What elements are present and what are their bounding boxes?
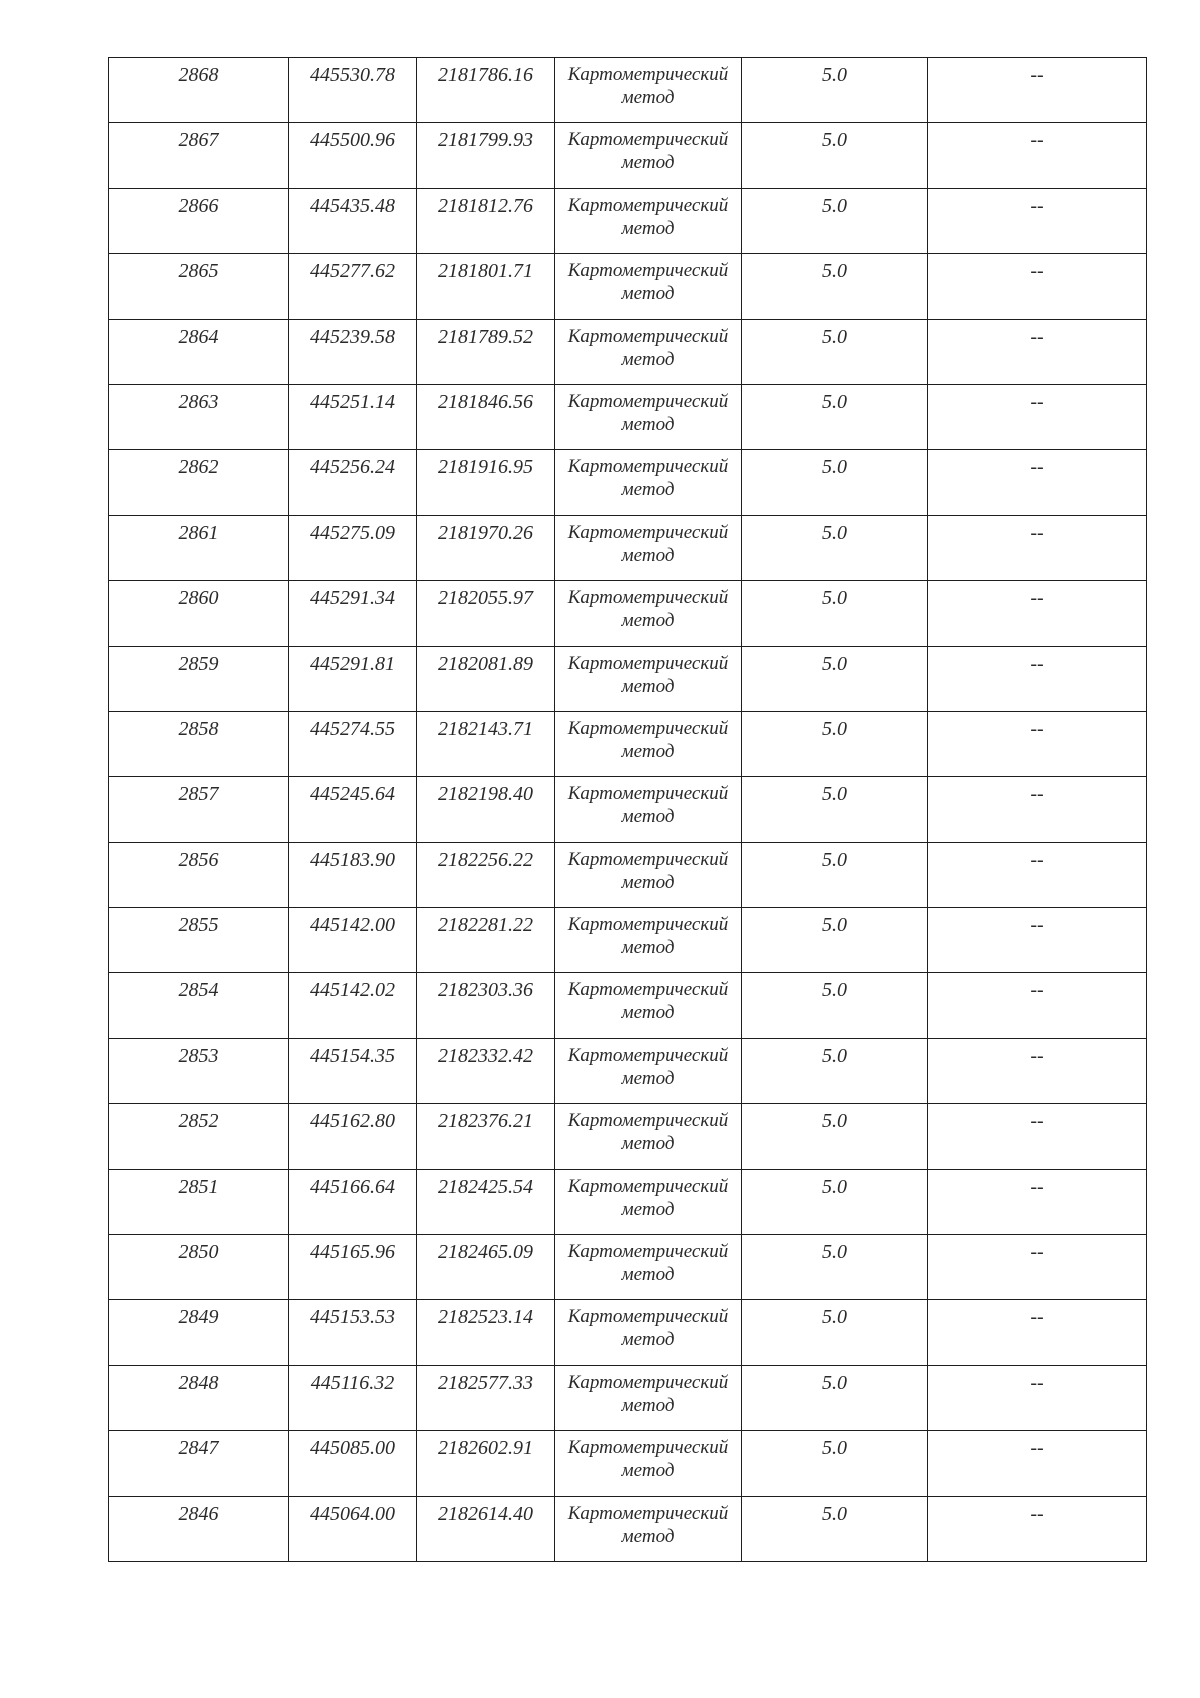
description-cell: -- xyxy=(928,319,1147,384)
point-number-cell: 2868 xyxy=(109,58,289,123)
method-line-1: Картометрический xyxy=(567,1371,729,1393)
point-number-cell: 2859 xyxy=(109,646,289,711)
point-number-cell: 2863 xyxy=(109,384,289,449)
method-line-2: метод xyxy=(621,1133,675,1155)
method-line-1: Картометрический xyxy=(567,64,729,85)
y-coordinate-cell: 2182523.14 xyxy=(417,1300,555,1365)
method-line-2: метод xyxy=(621,1002,675,1024)
point-number-cell: 2852 xyxy=(109,1104,289,1169)
table-row xyxy=(109,1365,1147,1430)
table-row xyxy=(109,1169,1147,1234)
y-coordinate-cell: 2181916.95 xyxy=(417,450,555,515)
y-coordinate-cell: 2182256.22 xyxy=(417,842,555,907)
table-row xyxy=(109,515,1147,580)
method-cell xyxy=(555,842,742,907)
point-number-cell: 2862 xyxy=(109,450,289,515)
accuracy-cell: 5.0 xyxy=(742,973,928,1038)
method-line-2: метод xyxy=(621,544,675,566)
method-line-2: метод xyxy=(621,871,675,893)
x-coordinate-cell: 445239.58 xyxy=(289,319,417,384)
method-cell xyxy=(555,1038,742,1103)
accuracy-cell: 5.0 xyxy=(742,842,928,907)
x-coordinate-cell: 445275.09 xyxy=(289,515,417,580)
x-coordinate-cell: 445142.02 xyxy=(289,973,417,1038)
method-line-2: метод xyxy=(621,283,675,305)
description-cell: -- xyxy=(928,1038,1147,1103)
table-row xyxy=(109,777,1147,842)
point-number-cell: 2865 xyxy=(109,254,289,319)
method-line-2: метод xyxy=(621,413,675,435)
accuracy-cell: 5.0 xyxy=(742,1496,928,1561)
y-coordinate-cell: 2181789.52 xyxy=(417,319,555,384)
accuracy-cell: 5.0 xyxy=(742,319,928,384)
description-cell: -- xyxy=(928,450,1147,515)
method-line-1: Картометрический xyxy=(567,260,729,282)
method-line-2: метод xyxy=(621,806,675,828)
point-number-cell: 2860 xyxy=(109,581,289,646)
table-row xyxy=(109,58,1147,123)
accuracy-cell: 5.0 xyxy=(742,515,928,580)
x-coordinate-cell: 445291.34 xyxy=(289,581,417,646)
method-cell xyxy=(555,646,742,711)
description-cell: -- xyxy=(928,581,1147,646)
point-number-cell: 2848 xyxy=(109,1365,289,1430)
table-row xyxy=(109,842,1147,907)
accuracy-cell: 5.0 xyxy=(742,188,928,253)
method-line-1: Картометрический xyxy=(567,129,729,151)
point-number-cell: 2864 xyxy=(109,319,289,384)
method-cell xyxy=(555,188,742,253)
description-cell: -- xyxy=(928,711,1147,776)
point-number-cell: 2855 xyxy=(109,908,289,973)
table-row xyxy=(109,450,1147,515)
x-coordinate-cell: 445162.80 xyxy=(289,1104,417,1169)
table-row xyxy=(109,1300,1147,1365)
accuracy-cell: 5.0 xyxy=(742,450,928,515)
point-number-cell: 2846 xyxy=(109,1496,289,1561)
method-line-1: Картометрический xyxy=(567,652,729,674)
y-coordinate-cell: 2182281.22 xyxy=(417,908,555,973)
x-coordinate-cell: 445154.35 xyxy=(289,1038,417,1103)
method-cell xyxy=(555,515,742,580)
method-cell xyxy=(555,58,742,123)
table-row xyxy=(109,123,1147,188)
description-cell: -- xyxy=(928,842,1147,907)
y-coordinate-cell: 2182143.71 xyxy=(417,711,555,776)
method-cell xyxy=(555,384,742,449)
method-line-2: метод xyxy=(621,348,675,370)
description-cell: -- xyxy=(928,1365,1147,1430)
table-row xyxy=(109,908,1147,973)
method-line-1: Картометрический xyxy=(567,1241,729,1263)
method-line-1: Картометрический xyxy=(567,1175,729,1197)
accuracy-cell: 5.0 xyxy=(742,1038,928,1103)
accuracy-cell: 5.0 xyxy=(742,1431,928,1496)
y-coordinate-cell: 2181801.71 xyxy=(417,254,555,319)
point-number-cell: 2857 xyxy=(109,777,289,842)
method-line-2: метод xyxy=(621,1525,675,1547)
y-coordinate-cell: 2182303.36 xyxy=(417,973,555,1038)
method-line-1: Картометрический xyxy=(567,914,729,936)
method-line-2: метод xyxy=(621,152,675,174)
coordinates-table xyxy=(108,57,1147,1562)
method-line-1: Картометрический xyxy=(567,587,729,609)
x-coordinate-cell: 445530.78 xyxy=(289,58,417,123)
method-line-2: метод xyxy=(621,479,675,501)
method-line-2: метод xyxy=(621,1329,675,1351)
y-coordinate-cell: 2181786.16 xyxy=(417,58,555,123)
table-row xyxy=(109,1496,1147,1561)
accuracy-cell: 5.0 xyxy=(742,581,928,646)
table-row xyxy=(109,1104,1147,1169)
description-cell: -- xyxy=(928,384,1147,449)
accuracy-cell: 5.0 xyxy=(742,58,928,123)
method-line-1: Картометрический xyxy=(567,1502,729,1524)
description-cell: -- xyxy=(928,973,1147,1038)
description-cell: -- xyxy=(928,1104,1147,1169)
x-coordinate-cell: 445085.00 xyxy=(289,1431,417,1496)
method-line-2: метод xyxy=(621,1460,675,1482)
x-coordinate-cell: 445165.96 xyxy=(289,1235,417,1300)
method-cell xyxy=(555,1169,742,1234)
description-cell: -- xyxy=(928,777,1147,842)
accuracy-cell: 5.0 xyxy=(742,711,928,776)
table-row xyxy=(109,319,1147,384)
method-cell xyxy=(555,581,742,646)
table-row xyxy=(109,254,1147,319)
y-coordinate-cell: 2182055.97 xyxy=(417,581,555,646)
point-number-cell: 2858 xyxy=(109,711,289,776)
description-cell: -- xyxy=(928,1431,1147,1496)
point-number-cell: 2854 xyxy=(109,973,289,1038)
x-coordinate-cell: 445166.64 xyxy=(289,1169,417,1234)
y-coordinate-cell: 2181812.76 xyxy=(417,188,555,253)
accuracy-cell: 5.0 xyxy=(742,777,928,842)
point-number-cell: 2853 xyxy=(109,1038,289,1103)
method-line-1: Картометрический xyxy=(567,325,729,347)
y-coordinate-cell: 2181846.56 xyxy=(417,384,555,449)
y-coordinate-cell: 2182614.40 xyxy=(417,1496,555,1561)
method-line-2: метод xyxy=(621,1067,675,1089)
x-coordinate-cell: 445256.24 xyxy=(289,450,417,515)
method-line-2: метод xyxy=(621,1394,675,1416)
accuracy-cell: 5.0 xyxy=(742,1169,928,1234)
description-cell: -- xyxy=(928,1235,1147,1300)
x-coordinate-cell: 445500.96 xyxy=(289,123,417,188)
description-cell: -- xyxy=(928,188,1147,253)
method-cell xyxy=(555,123,742,188)
method-cell xyxy=(555,1235,742,1300)
method-line-1: Картометрический xyxy=(567,194,729,216)
method-line-2: метод xyxy=(621,1198,675,1220)
method-line-2: метод xyxy=(621,740,675,762)
method-line-2: метод xyxy=(621,87,675,108)
description-cell: -- xyxy=(928,1496,1147,1561)
method-cell xyxy=(555,1300,742,1365)
y-coordinate-cell: 2182332.42 xyxy=(417,1038,555,1103)
point-number-cell: 2867 xyxy=(109,123,289,188)
method-line-2: метод xyxy=(621,610,675,632)
table-row xyxy=(109,646,1147,711)
x-coordinate-cell: 445064.00 xyxy=(289,1496,417,1561)
y-coordinate-cell: 2181799.93 xyxy=(417,123,555,188)
method-line-2: метод xyxy=(621,937,675,959)
accuracy-cell: 5.0 xyxy=(742,384,928,449)
table-row xyxy=(109,711,1147,776)
table-row xyxy=(109,581,1147,646)
point-number-cell: 2866 xyxy=(109,188,289,253)
method-line-1: Картометрический xyxy=(567,783,729,805)
y-coordinate-cell: 2182425.54 xyxy=(417,1169,555,1234)
accuracy-cell: 5.0 xyxy=(742,1235,928,1300)
table-row xyxy=(109,384,1147,449)
table-row xyxy=(109,1431,1147,1496)
table-row xyxy=(109,1038,1147,1103)
point-number-cell: 2850 xyxy=(109,1235,289,1300)
method-cell xyxy=(555,450,742,515)
method-cell xyxy=(555,1496,742,1561)
x-coordinate-cell: 445277.62 xyxy=(289,254,417,319)
accuracy-cell: 5.0 xyxy=(742,1300,928,1365)
accuracy-cell: 5.0 xyxy=(742,908,928,973)
x-coordinate-cell: 445183.90 xyxy=(289,842,417,907)
x-coordinate-cell: 445116.32 xyxy=(289,1365,417,1430)
description-cell: -- xyxy=(928,908,1147,973)
point-number-cell: 2849 xyxy=(109,1300,289,1365)
table-row xyxy=(109,973,1147,1038)
method-cell xyxy=(555,1431,742,1496)
y-coordinate-cell: 2182376.21 xyxy=(417,1104,555,1169)
method-line-1: Картометрический xyxy=(567,1437,729,1459)
x-coordinate-cell: 445291.81 xyxy=(289,646,417,711)
method-cell xyxy=(555,908,742,973)
accuracy-cell: 5.0 xyxy=(742,1365,928,1430)
y-coordinate-cell: 2182602.91 xyxy=(417,1431,555,1496)
method-line-1: Картометрический xyxy=(567,979,729,1001)
description-cell: -- xyxy=(928,58,1147,123)
point-number-cell: 2856 xyxy=(109,842,289,907)
point-number-cell: 2851 xyxy=(109,1169,289,1234)
x-coordinate-cell: 445142.00 xyxy=(289,908,417,973)
table-body xyxy=(109,58,1147,1562)
x-coordinate-cell: 445153.53 xyxy=(289,1300,417,1365)
method-line-2: метод xyxy=(621,217,675,239)
accuracy-cell: 5.0 xyxy=(742,123,928,188)
method-line-1: Картометрический xyxy=(567,1044,729,1066)
method-cell xyxy=(555,711,742,776)
point-number-cell: 2861 xyxy=(109,515,289,580)
x-coordinate-cell: 445251.14 xyxy=(289,384,417,449)
method-line-2: метод xyxy=(621,1264,675,1286)
method-line-1: Картометрический xyxy=(567,1110,729,1132)
method-cell xyxy=(555,777,742,842)
description-cell: -- xyxy=(928,1300,1147,1365)
description-cell: -- xyxy=(928,646,1147,711)
method-line-1: Картометрический xyxy=(567,390,729,412)
y-coordinate-cell: 2182081.89 xyxy=(417,646,555,711)
description-cell: -- xyxy=(928,1169,1147,1234)
x-coordinate-cell: 445274.55 xyxy=(289,711,417,776)
method-line-1: Картометрический xyxy=(567,456,729,478)
method-line-1: Картометрический xyxy=(567,717,729,739)
method-line-2: метод xyxy=(621,675,675,697)
method-line-1: Картометрический xyxy=(567,1306,729,1328)
method-cell xyxy=(555,1104,742,1169)
x-coordinate-cell: 445245.64 xyxy=(289,777,417,842)
accuracy-cell: 5.0 xyxy=(742,646,928,711)
table-row xyxy=(109,188,1147,253)
y-coordinate-cell: 2182198.40 xyxy=(417,777,555,842)
method-cell xyxy=(555,973,742,1038)
description-cell: -- xyxy=(928,254,1147,319)
y-coordinate-cell: 2182465.09 xyxy=(417,1235,555,1300)
method-cell xyxy=(555,254,742,319)
description-cell: -- xyxy=(928,123,1147,188)
method-line-1: Картометрический xyxy=(567,848,729,870)
x-coordinate-cell: 445435.48 xyxy=(289,188,417,253)
method-line-1: Картометрический xyxy=(567,521,729,543)
method-cell xyxy=(555,319,742,384)
accuracy-cell: 5.0 xyxy=(742,1104,928,1169)
point-number-cell: 2847 xyxy=(109,1431,289,1496)
table-row xyxy=(109,1235,1147,1300)
description-cell: -- xyxy=(928,515,1147,580)
y-coordinate-cell: 2181970.26 xyxy=(417,515,555,580)
y-coordinate-cell: 2182577.33 xyxy=(417,1365,555,1430)
accuracy-cell: 5.0 xyxy=(742,254,928,319)
method-cell xyxy=(555,1365,742,1430)
